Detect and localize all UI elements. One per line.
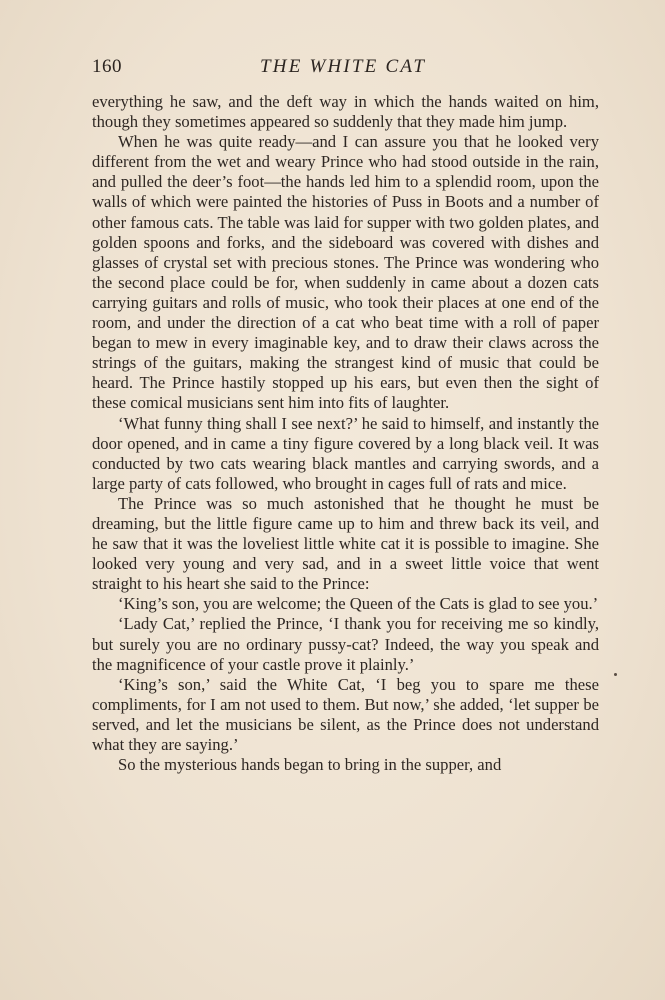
paragraph-white-cat-appears: The Prince was so much astonished that he thought he must be dreaming, but the little figure came up to him and threw back its veil, and he saw that it was the loveliest little white cat it is possible to imagine. She looked very young and very sad, and in a sweet little voice that went straight to his heart she said to the Prince: bbox=[92, 493, 599, 594]
paragraph-continuation: everything he saw, and the deft way in which the hands waited on him, though they sometimes appeared so suddenly that they made him jump. bbox=[92, 92, 599, 132]
paragraph-veiled-figure: ‘What funny thing shall I see next?’ he said to himself, and instantly the door opened, and in came a tiny figure covered by a long black veil. It was conducted by two cats wearing black mantles and carrying swords, and a large party of cats followed, who brought in cages full of rats and mice. bbox=[92, 413, 599, 493]
page-number: 160 bbox=[92, 56, 122, 77]
paragraph-musicians: When he was quite ready—and I can assure you that he looked very different from the wet and weary Prince who had stood outside in the rain, and pulled the deer’s foot—the hands led him to a splendid room, upon the walls of which were painted the histories of Puss in Boots and a number of other famous cats. The table was laid for supper with two golden plates, and golden spoons and forks, and the sideboard was covered with dishes and glasses of crystal set with precious stones. The Prince was wondering who the second place could be for, when suddenly in came about a dozen cats carrying guitars and rolls of music, who took their places at one end of the room, and under the direction of a cat who beat time with a roll of paper began to mew in every imaginable key, and to draw their claws across the strings of the guitars, making the strangest kind of music that could be heard. The Prince hastily stopped up his ears, but even then the sight of these comical musicians sent him into fits of laughter. bbox=[92, 132, 599, 413]
paragraph-supper: So the mysterious hands began to bring in the supper, and bbox=[118, 755, 502, 775]
body-text bbox=[92, 92, 599, 775]
paragraph-white-cat-reply: ‘King’s son,’ said the White Cat, ‘I beg you to spare me these compliments, for I am not used to them. But now,’ she added, ‘let supper be served, and let the musicians be silent, as the Prince does not understand what they are saying.’ bbox=[92, 674, 599, 754]
paragraph-prince-reply: ‘Lady Cat,’ replied the Prince, ‘I thank you for receiving me so kindly, but surely you are no ordinary pussy-cat? Indeed, the way you speak and the magnificence of your castle prove it plainly.’ bbox=[92, 614, 599, 674]
running-title: THE WHITE CAT bbox=[260, 56, 427, 77]
running-header bbox=[92, 56, 602, 80]
paragraph-welcome: ‘King’s son, you are welcome; the Queen of the Cats is glad to see you.’ bbox=[118, 594, 599, 614]
paper-speck bbox=[614, 673, 617, 676]
